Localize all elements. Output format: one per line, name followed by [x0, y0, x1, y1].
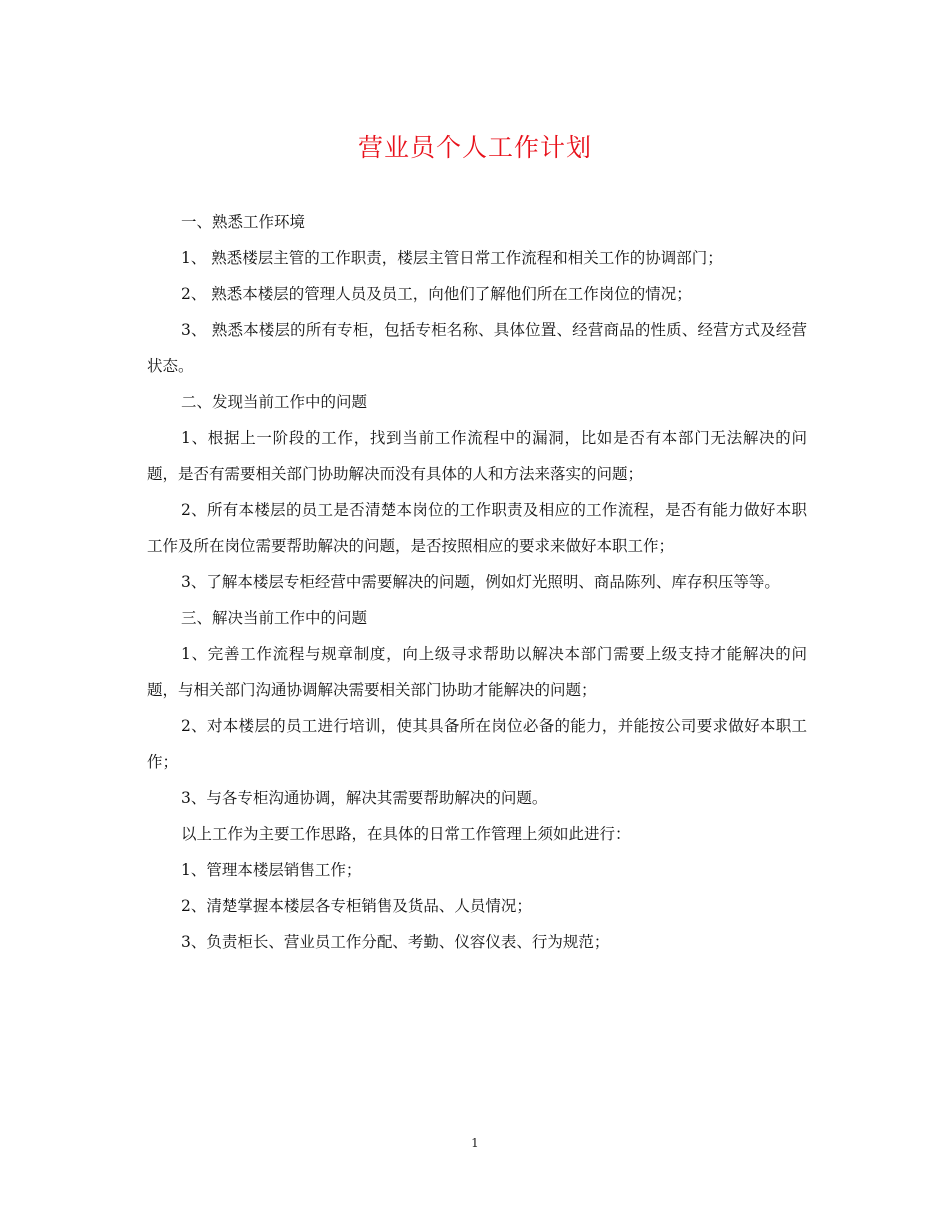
document-title: 营业员个人工作计划 [357, 133, 592, 162]
paragraph: 3、与各专柜沟通协调，解决其需要帮助解决的问题。 [181, 789, 548, 807]
paragraph: 1、 熟悉楼层主管的工作职责，楼层主管日常工作流程和相关工作的协调部门； [181, 249, 723, 267]
paragraph: 以上工作为主要工作思路，在具体的日常工作管理上须如此进行： [181, 825, 631, 843]
paragraph: 1、根据上一阶段的工作，找到当前工作流程中的漏洞，比如是否有本部门无法解决的问题，是否有需要相关部门协助解决而没有具体的人和方法来落实的问题； [147, 429, 807, 483]
paragraph: 2、 熟悉本楼层的管理人员及员工，向他们了解他们所在工作岗位的情况； [181, 285, 692, 303]
document-body [147, 204, 807, 960]
section-heading: 三、解决当前工作中的问题 [181, 609, 368, 627]
paragraph: 1、完善工作流程与规章制度，向上级寻求帮助以解决本部门需要上级支持才能解决的问题，与相关部门沟通协调解决需要相关部门协助才能解决的问题； [147, 645, 807, 699]
paragraph: 2、清楚掌握本楼层各专柜销售及货品、人员情况； [181, 897, 532, 915]
paragraph: 2、对本楼层的员工进行培训，使其具备所在岗位必备的能力，并能按公司要求做好本职工作； [147, 717, 807, 771]
paragraph: 3、负责柜长、营业员工作分配、考勤、仪容仪表、行为规范； [181, 933, 610, 951]
paragraph: 3、了解本楼层专柜经营中需要解决的问题，例如灯光照明、商品陈列、库存积压等等。 [181, 573, 780, 591]
paragraph: 3、 熟悉本楼层的所有专柜，包括专柜名称、具体位置、经营商品的性质、经营方式及经营状态。 [147, 321, 807, 375]
page-number: 1 [471, 1136, 479, 1150]
section-heading: 二、发现当前工作中的问题 [181, 393, 368, 411]
paragraph: 2、所有本楼层的员工是否清楚本岗位的工作职责及相应的工作流程，是否有能力做好本职工作及所在岗位需要帮助解决的问题，是否按照相应的要求来做好本职工作； [147, 501, 807, 555]
paragraph: 1、管理本楼层销售工作； [181, 861, 362, 879]
section-heading: 一、熟悉工作环境 [181, 213, 306, 231]
